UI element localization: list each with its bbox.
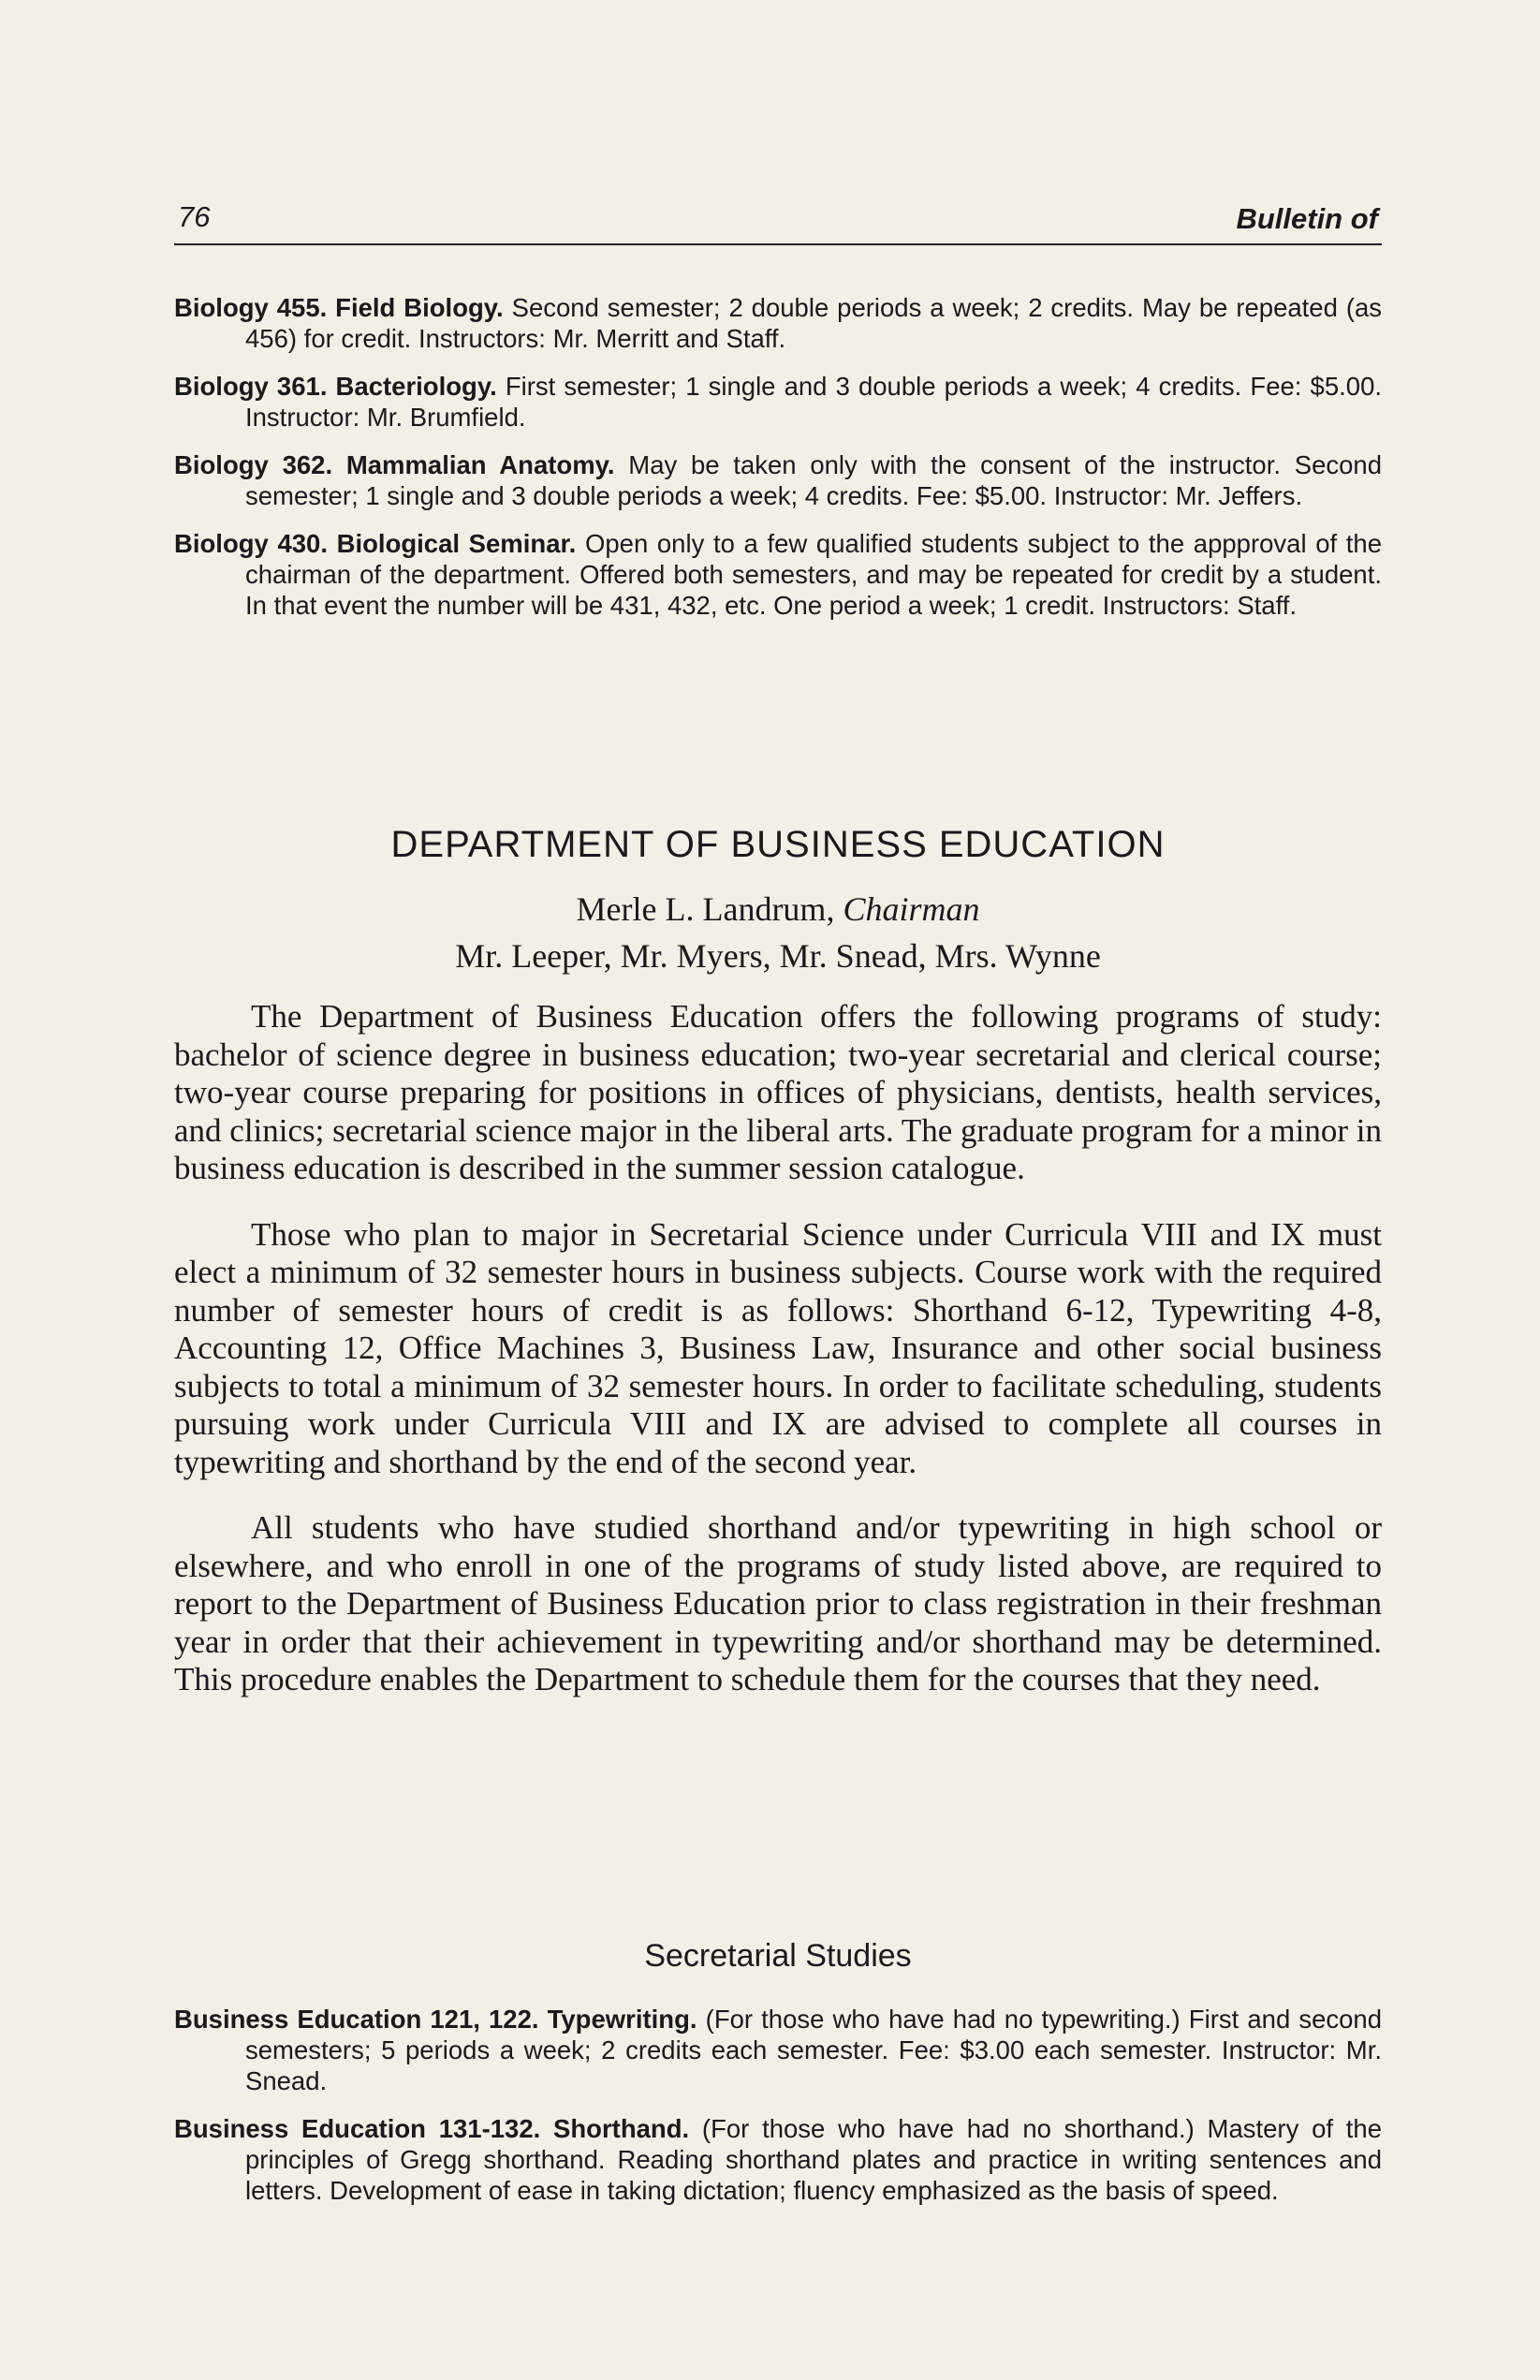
- course-entry: [174, 2113, 1382, 2206]
- course-title: Biology 361. Bacteriology.: [174, 372, 497, 401]
- section-heading: Secretarial Studies: [644, 1938, 912, 1974]
- course-entry: [174, 449, 1382, 511]
- chair-name: Merle L. Landrum,: [576, 890, 835, 928]
- course-entry: [174, 528, 1382, 621]
- course-title: Biology 430. Biological Seminar.: [174, 529, 577, 558]
- page-header: [174, 197, 1382, 245]
- biology-course-list: [174, 292, 1382, 638]
- course-description: (For those who have had no shorthand.) Mastery of the principles of Gregg shorthand. Reading shorthand plates and practice in writing sentences and letters. Development of ease in taking dictation; fluency emphasized as the basis of speed.: [245, 2114, 1383, 2205]
- course-description: (For those who have had no typewriting.) First and second semesters; 5 periods a week; 2 credits each semester. Fee: $3.00 each semester. Instructor: Mr. Snead.: [245, 2005, 1383, 2095]
- course-description: First semester; 1 single and 3 double periods a week; 4 credits. Fee: $5.00. Instructor: Mr. Brumfield.: [245, 372, 1383, 432]
- course-entry: [174, 2004, 1382, 2096]
- course-entry: [174, 371, 1382, 433]
- course-description: May be taken only with the consent of the instructor. Second semester; 1 single and 3 double periods a week; 4 credits. Fee: $5.00. Instructor: Mr. Jeffers.: [245, 450, 1382, 510]
- body-paragraph: The Department of Business Education offers the following programs of study: bachelor of science degree in business education; two-year secretarial and clerical course; two-year course preparing for positions in offices of physicians, dentists, health services, and clinics; secretarial science major in the liberal arts. The graduate program for a minor in business education is described in the summer session catalogue.: [174, 998, 1382, 1186]
- department-chair: [174, 889, 1382, 929]
- page-number: 76: [178, 200, 211, 233]
- course-description: Open only to a few qualified students subject to the appproval of the chairman of the department. Offered both semesters, and may be repeated for credit by a student. In that event the number will be 431, 432, etc. One period a week; 1 credit. Instructors: Staff.: [245, 529, 1383, 620]
- course-title: Biology 362. Mammalian Anatomy.: [174, 450, 615, 479]
- course-title: Biology 455. Field Biology.: [174, 293, 504, 322]
- department-staff: Mr. Leeper, Mr. Myers, Mr. Snead, Mrs. Wynne: [455, 937, 1101, 975]
- department-description: [174, 998, 1382, 1727]
- body-paragraph: All students who have studied shorthand and/or typewriting in high school or elsewhere, and who enroll in one of the programs of study listed above, are required to report to the Department of Business Education prior to class registration in their freshman year in order that their achievement in typewriting and/or shorthand may be determined. This procedure enables the Department to schedule them for the courses that they need.: [174, 1509, 1382, 1697]
- department-heading: DEPARTMENT OF BUSINESS EDUCATION: [390, 824, 1166, 865]
- course-title: Business Education 121, 122. Typewriting.: [174, 2005, 697, 2034]
- bulletin-title: Bulletin of: [1236, 202, 1378, 235]
- course-entry: [174, 292, 1382, 354]
- chair-title: Chairman: [843, 890, 980, 928]
- course-title: Business Education 131-132. Shorthand.: [174, 2114, 690, 2143]
- body-paragraph: Those who plan to major in Secretarial Science under Curricula VIII and IX must elect a minimum of 32 semester hours in business subjects. Course work with the required number of semester hours of credit is as follows: Shorthand 6-12, Typewriting 4-8, Accounting 12, Office Machines 3, Business Law, Insurance and other social business subjects to total a minimum of 32 semester hours. In order to facilitate scheduling, students pursuing work under Curricula VIII and IX are advised to complete all courses in typewriting and shorthand by the end of the second year.: [174, 1215, 1382, 1480]
- course-description: Second semester; 2 double periods a week; 2 credits. May be repeated (as 456) for credit. Instructors: Mr. Merritt and Staff.: [245, 293, 1383, 353]
- business-course-list: [174, 2004, 1382, 2223]
